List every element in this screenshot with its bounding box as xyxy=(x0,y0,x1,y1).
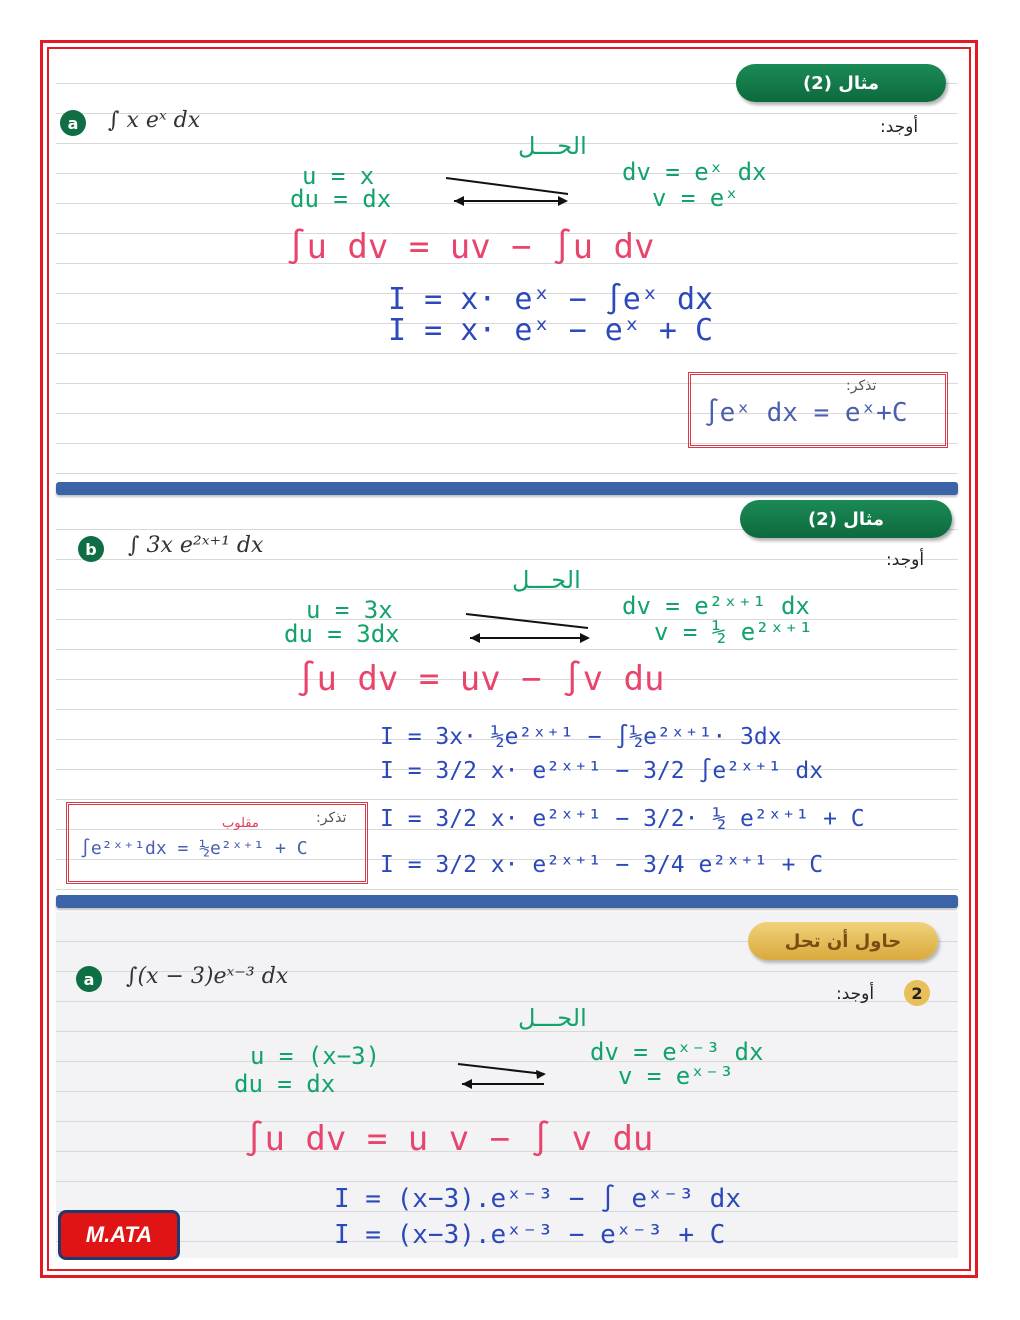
solution-label: الحـــل xyxy=(512,566,581,594)
v-definition: v = eˣ xyxy=(652,184,739,212)
try-header-label: حاول أن تحل xyxy=(784,930,902,952)
try-header-pill xyxy=(748,922,938,960)
solution-step-1: I = (x−3).eˣ⁻³ − ∫ eˣ⁻³ dx xyxy=(334,1184,741,1214)
find-label: أوجد: xyxy=(836,984,875,1004)
reminder-hint: مقلوب xyxy=(222,816,259,831)
example-header-pill xyxy=(740,500,952,538)
solution-label: الحـــل xyxy=(518,1004,587,1032)
derivation-arrows xyxy=(452,1058,572,1098)
section-divider xyxy=(56,895,958,908)
example-header-pill xyxy=(736,64,946,102)
solution-step-1: I = 3x· ½e²ˣ⁺¹ − ∫½e²ˣ⁺¹· 3dx xyxy=(380,724,782,750)
reminder-formula: ∫e²ˣ⁺¹dx = ½e²ˣ⁺¹ + C xyxy=(80,838,308,859)
parts-formula: ∫u dv = u v − ∫ v du xyxy=(244,1119,654,1159)
parts-formula: ∫u dv = uv − ∫v du xyxy=(296,659,665,699)
solution-step-2: I = (x−3).eˣ⁻³ − eˣ⁻³ + C xyxy=(334,1220,726,1250)
part-badge: a xyxy=(60,110,86,136)
author-watermark: M.ATA xyxy=(58,1210,180,1260)
v-definition: v = ½ e²ˣ⁺¹ xyxy=(654,618,813,646)
exercise-number-badge: 2 xyxy=(904,980,930,1006)
part-badge: b xyxy=(78,536,104,562)
problem-integral: ∫ x eˣ dx xyxy=(108,108,201,133)
du-definition: du = dx xyxy=(234,1070,336,1098)
example-header-label: مثال (2) xyxy=(807,508,885,530)
solution-step-2: I = x· eˣ − eˣ + C xyxy=(388,313,714,348)
solution-step-4: I = 3/2 x· e²ˣ⁺¹ − 3/4 e²ˣ⁺¹ + C xyxy=(380,852,824,878)
solution-step-2: I = 3/2 x· e²ˣ⁺¹ − 3/2 ∫e²ˣ⁺¹ dx xyxy=(380,758,824,784)
u-definition: u = x xyxy=(302,162,375,190)
reminder-formula: ∫eˣ dx = eˣ+C xyxy=(704,398,908,428)
problem-integral: ∫ 3x e²ˣ⁺¹ dx xyxy=(128,533,264,558)
dv-definition: dv = eˣ⁻³ dx xyxy=(590,1038,764,1066)
example-header-label: مثال (2) xyxy=(802,72,880,94)
u-definition: u = (x−3) xyxy=(250,1042,381,1070)
reminder-label: تذكر: xyxy=(316,810,347,826)
reminder-label: تذكر: xyxy=(846,378,877,394)
parts-formula: ∫u dv = uv − ∫u dv xyxy=(286,227,655,267)
dv-definition: dv = e²ˣ⁺¹ dx xyxy=(622,592,810,620)
derivation-arrows xyxy=(440,172,600,212)
find-label: أوجد: xyxy=(886,550,925,570)
find-label: أوجد: xyxy=(880,117,919,137)
solution-label: الحـــل xyxy=(518,132,587,160)
section-divider xyxy=(56,482,958,495)
problem-integral: ∫(x − 3)eˣ⁻³ dx xyxy=(126,964,289,989)
solution-step-3: I = 3/2 x· e²ˣ⁺¹ − 3/2· ½ e²ˣ⁺¹ + C xyxy=(380,806,865,832)
part-badge: a xyxy=(76,966,102,992)
derivation-arrows xyxy=(460,610,610,650)
du-definition: du = dx xyxy=(290,185,392,213)
du-definition: du = 3dx xyxy=(284,620,400,648)
solution-step-1: I = x· eˣ − ∫eˣ dx xyxy=(388,282,714,317)
u-definition: u = 3x xyxy=(306,596,393,624)
dv-definition: dv = eˣ dx xyxy=(622,158,767,186)
v-definition: v = eˣ⁻³ xyxy=(618,1062,734,1090)
